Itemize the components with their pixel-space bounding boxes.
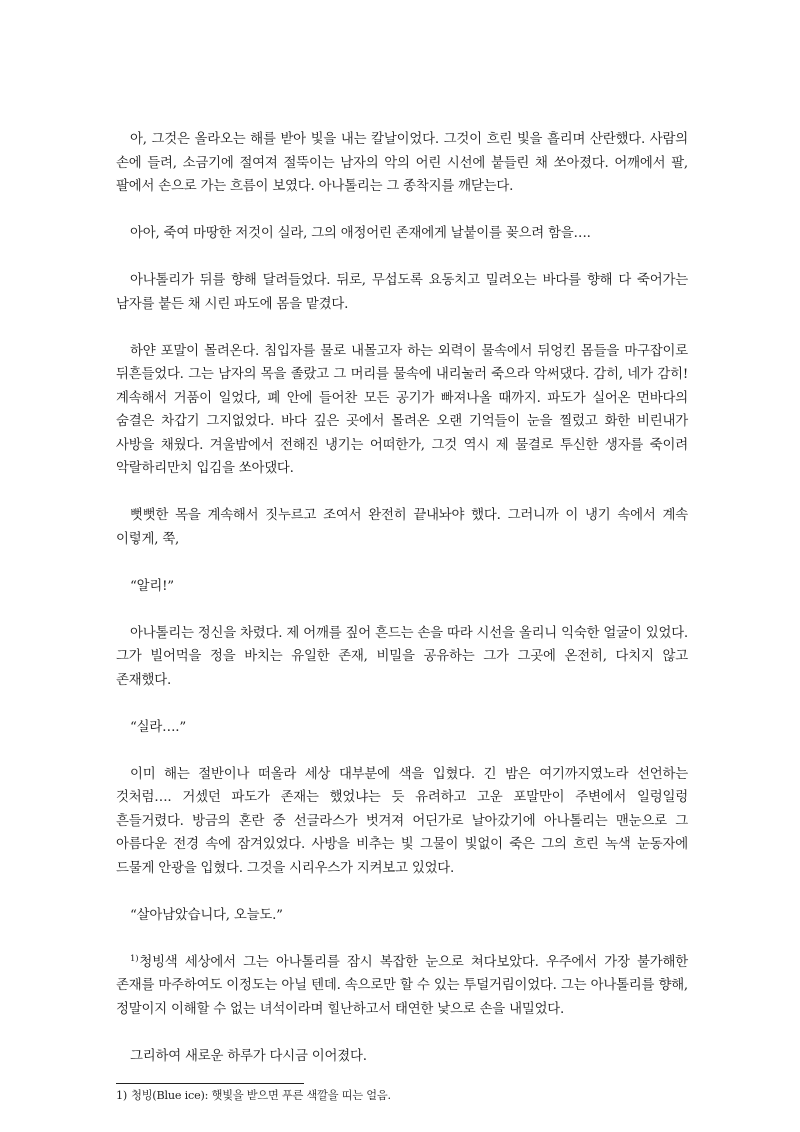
paragraph-1: 아, 그것은 올라오는 해를 받아 빛을 내는 칼날이었다. 그것이 흐린 빛을 흘리며 산란했다. 사람의 손에 들려, 소금기에 절여져 절뚝이는 남자의 악의 어린 시선에 붙들린 채 쏘아졌다. 어깨에서 팔, 팔에서 손으로 가는 흐름이 보였다. 아나톨리는 그 종착지를 깨닫는다.: [116, 132, 688, 194]
document-page: [116, 128, 688, 1105]
paragraph-9: 그리하여 새로운 하루가 다시금 이어졌다.: [130, 1048, 367, 1064]
footnote-text: 청빙(Blue ice): 햇빛을 받으면 푸른 색깔을 띠는 얼음.: [131, 1088, 391, 1102]
paragraph-5: 뻣뻣한 목을 계속해서 짓누르고 조여서 완전히 끝내놔야 했다. 그러니까 이 냉기 속에서 계속 이렇게, 쭉,: [116, 508, 688, 547]
paragraph-3: 아나톨리가 뒤를 향해 달려들었다. 뒤로, 무섭도록 요동치고 밀려오는 바다를 향해 다 죽어가는 남자를 붙든 채 시린 파도에 몸을 맡겼다.: [116, 273, 688, 312]
footnote: [116, 1087, 688, 1105]
paragraph-6: 아나톨리는 정신을 차렸다. 제 어깨를 짚어 흔드는 손을 따라 시선을 올리니 익숙한 얼굴이 있었다. 그가 빌어먹을 정을 바치는 유일한 존재, 비밀을 공유하는 그가 그곳에 온전히, 다치지 않고 존재했다.: [116, 625, 688, 688]
paragraph-8: [116, 951, 688, 1022]
dialogue-line-1: “알리!”: [130, 578, 174, 594]
paragraph-8-text: 청빙색 세상에서 그는 아나톨리를 잠시 복잡한 눈으로 쳐다보았다. 우주에서 가장 불가해한 존재를 마주하여도 이정도는 아닐 텐데. 속으로만 할 수 있는 투덜거림이었다. 그는 아나톨리를 향해, 정말이지 이해할 수 없는 녀석이라며 힐난하고서 태연한 낯으로 손을 내밀었다.: [116, 954, 688, 1017]
dialogue-line-3: “살아남았습니다, 오늘도.”: [130, 907, 283, 923]
dialogue-line-2: “실라….”: [130, 719, 187, 735]
paragraph-7: 이미 해는 절반이나 떠올라 세상 대부분에 색을 입혔다. 긴 밤은 여기까지였노라 선언하는 것처럼…. 거셌던 파도가 존재는 했었냐는 듯 유려하고 고운 포말만이 주변에서 일렁일렁 흔들거렸다. 방금의 혼란 중 선글라스가 벗겨져 어딘가로 날아갔기에 아나톨리는 맨눈으로 그 아름다운 전경 속에 잠겨있었다. 사방을 비추는 빛 그물이 빛없이 죽은 그의 흐린 녹색 눈동자에 드물게 안광을 입혔다. 그것을 시리우스가 지켜보고 있었다.: [116, 766, 688, 876]
footnote-reference[interactable]: 1): [130, 953, 139, 964]
paragraph-2: 아아, 죽여 마땅한 저것이 실라, 그의 애정어린 존재에게 날붙이를 꽂으려 함을….: [130, 226, 591, 241]
footnote-number: 1): [116, 1088, 128, 1102]
footnote-divider: [116, 1083, 304, 1084]
paragraph-4: 하얀 포말이 몰려온다. 침입자를 물로 내몰고자 하는 외력이 물속에서 뒤엉킨 몸들을 마구잡이로 뒤흔들었다. 그는 남자의 목을 졸랐고 그 머리를 물속에 내리눌러 죽으라 악써댔다. 감히, 네가 감히! 계속해서 거품이 일었다, 폐 안에 들어찬 모든 공기가 빠져나올 때까지. 파도가 실어온 먼바다의 숨결은 차갑기 그지없었다. 바다 깊은 곳에서 몰려온 오랜 기억들이 눈을 찔렀고 화한 비린내가 사방을 채웠다. 겨울밤에서 전해진 냉기는 어떠한가, 그것 역시 제 물결로 투신한 생자를 죽이려 악랄하리만치 입김을 쏘아댔다.: [116, 343, 688, 476]
